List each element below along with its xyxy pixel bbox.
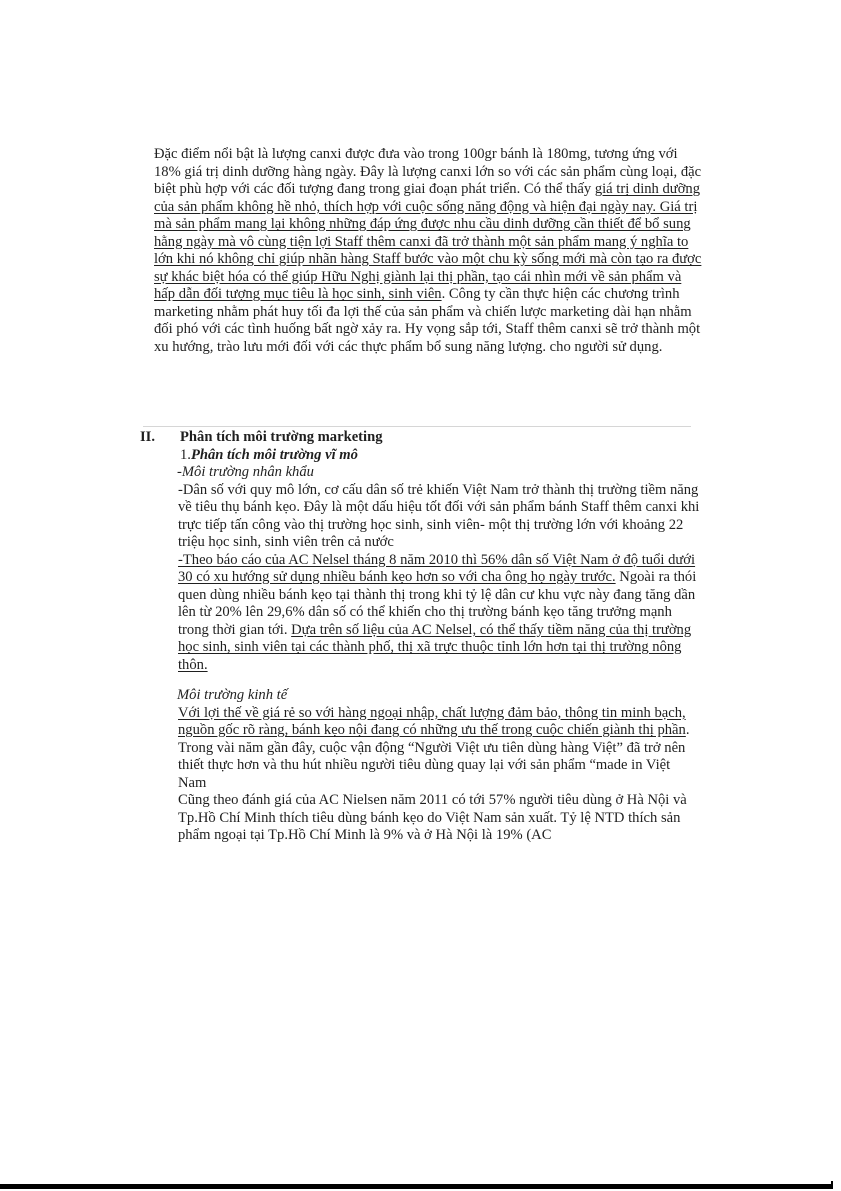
underlined-text-run: Dựa trên số liệu của AC Nelsel, có thể thấy tiềm năng của thị trường học sinh, sinh viên tại các thành phố, thị xã trực thuộc tỉnh lớn hơn tại thị trường nông thôn. xyxy=(178,621,692,673)
bottom-page-edge-bar xyxy=(0,1184,833,1189)
section-economic-environment xyxy=(154,687,702,845)
subsection-number: 1. xyxy=(180,446,191,463)
economic-environment-label: Môi trường kinh tế xyxy=(177,687,288,703)
text-run: Cũng theo đánh giá của AC Nielsen năm 2011 có tới 57% người tiêu dùng ở Hà Nội và Tp.Hồ Chí Minh thích tiêu dùng bánh kẹo do Việt Nam sản xuất. Tỷ lệ NTD thích sản phẩm ngoại tại Tp.Hồ Chí Minh là 9% và ở Hà Nội là 19% (AC xyxy=(178,792,687,843)
section-number: II. xyxy=(140,429,156,445)
paragraph xyxy=(178,552,702,675)
text-run: Đặc điểm nổi bật là lượng canxi được đưa vào trong 100gr bánh là 180mg, tương ứng với 18% giá trị dinh dưỡng hàng ngày. Đây là lượng canxi lớn so với các sản phẩm cùng loại, đặc biệt phù hợp với các đối tượng đang trong giai đoạn phát triển. Có thể thấy xyxy=(154,146,702,197)
section-divider-line xyxy=(143,426,691,427)
underlined-text-run: Với lợi thế về giá rẻ so với hàng ngoại nhập, chất lượng đảm bảo, thông tin minh bạch, nguồn gốc rõ ràng, bánh kẹo nội đang có những ưu thế trong cuộc chiến giành thị phần xyxy=(178,704,686,738)
section-heading-label: Phân tích môi trường marketing xyxy=(180,429,383,445)
text-run: -Dân số với quy mô lớn, cơ cấu dân số trẻ khiến Việt Nam trở thành thị trường tiềm năng về tiêu thụ bánh kẹo. Đây là một dấu hiệu tốt đối với sản phẩm bánh Staff thêm canxi khi trực tiếp tấn công vào thị trường học sinh, sinh viên- một thị trường lớn với khoảng 22 triệu học sinh, sinh viên trên cả nước xyxy=(178,481,700,550)
section-marketing-environment xyxy=(140,426,702,674)
text-run: . Trong vài năm gần đây, cuộc vận động “Người Việt ưu tiên dùng hàng Việt” đã trở nên thiết thực hơn và thu hút nhiều người tiêu dùng quay lại với sản phẩm “made in Việt Nam xyxy=(178,722,690,791)
underlined-text-run: giá trị dinh dưỡng của sản phẩm không hề nhỏ, thích hợp với cuộc sống năng động và hiện đại ngày nay. Giá trị mà sản phẩm mang lại không những đáp ứng được nhu cầu dinh dưỡng cần thiết để bổ sung hằng ngày mà vô cùng tiện lợi Staff thêm canxi đã trở thành một sản phẩm mang ý nghĩa to lớn khi nó không chỉ giúp nhãn hàng Staff bước vào một chu kỳ sống mới mà còn tạo ra được sự khác biệt hóa có thể giúp Hữu Nghị giành lại thị phần, tạo cái nhìn mới về sản phẩm và hấp dẫn đối tượng mục tiêu là học sinh, sinh viên xyxy=(154,181,702,302)
paragraph xyxy=(178,482,702,552)
demographic-environment-label: -Môi trường nhân khẩu xyxy=(177,464,314,480)
text-run: . Công ty cần thực hiện các chương trình marketing nhằm phát huy tối đa lợi thế của sản phẩm và chiến lược marketing dài hạn nhằm đối phó với các tình huống bất ngờ xảy ra. Hy vọng sắp tới, Staff thêm canxi sẽ trở thành một xu hướng, trào lưu mới đối với các thực phẩm bổ sung năng lượng. cho người sử dụng. xyxy=(154,286,701,355)
intro-paragraph-block xyxy=(154,146,702,356)
paragraph xyxy=(178,792,702,845)
text-run: Ngoài ra thói quen dùng nhiều bánh kẹo tại thành thị trong khi tỷ lệ dân cư khu vực này đang tăng dần lên từ 20% lên 29,6% dân số có thể khiến cho thị trường bánh kẹo tăng trưởng mạnh trong thời gian tới. xyxy=(178,569,697,638)
section-heading xyxy=(140,429,702,447)
subsection-heading-label: Phân tích môi trường vĩ mô xyxy=(190,446,358,463)
subsection-heading xyxy=(180,447,702,465)
paragraph xyxy=(178,705,702,793)
paragraph xyxy=(154,146,702,356)
edge-end-tick xyxy=(831,1181,833,1189)
underlined-text-run: -Theo báo cáo của AC Nelsel tháng 8 năm 2010 thì 56% dân số Việt Nam ở độ tuổi dưới 30 có xu hướng sử dụng nhiều bánh kẹo hơn so với cha ông họ ngày trước. xyxy=(178,551,696,585)
